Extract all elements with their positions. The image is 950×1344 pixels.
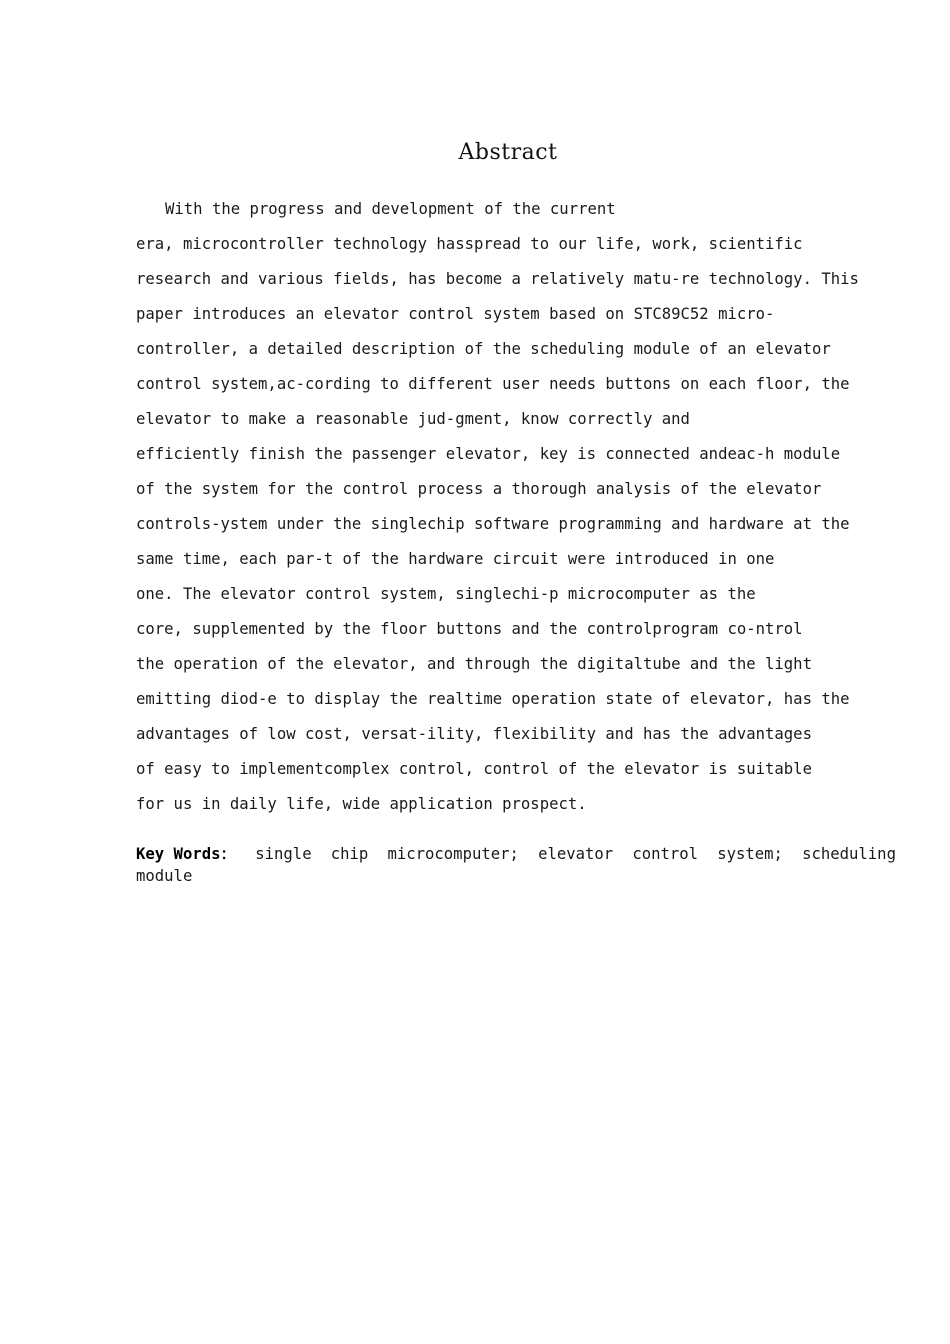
- abstract-body: [136, 196, 876, 826]
- abstract-line: research and various fields, has become a relatively matu-re technology. This: [136, 270, 859, 288]
- keyword: elevator: [538, 845, 614, 863]
- keyword: microcomputer;: [387, 845, 519, 863]
- keyword: scheduling: [802, 845, 896, 863]
- abstract-line: core, supplemented by the floor buttons and the controlprogram co-ntrol: [136, 620, 803, 638]
- abstract-line: controller, a detailed description of the scheduling module of an elevator: [136, 340, 831, 358]
- abstract-line: of the system for the control process a thorough analysis of the elevator: [136, 480, 822, 498]
- keywords-continuation: module: [136, 867, 193, 885]
- abstract-line: control system,ac-cording to different user needs buttons on each floor, the: [136, 375, 850, 393]
- keywords-label: Key Words：: [136, 845, 237, 863]
- keyword: single: [255, 845, 312, 863]
- abstract-line: efficiently finish the passenger elevator, key is connected andeac-h module: [136, 445, 841, 463]
- abstract-title: Abstract: [458, 140, 558, 165]
- keywords-row: [136, 843, 896, 865]
- abstract-line: paper introduces an elevator control system based on STC89C52 micro-: [136, 305, 775, 323]
- abstract-line: controls-ystem under the singlechip software programming and hardware at the: [136, 515, 850, 533]
- abstract-line: one. The elevator control system, singlechi-p microcomputer as the: [136, 585, 756, 603]
- abstract-line: same time, each par-t of the hardware circuit were introduced in one: [136, 550, 775, 568]
- keyword: control: [632, 845, 699, 863]
- keyword: chip: [330, 845, 369, 863]
- keyword: system;: [717, 845, 783, 863]
- abstract-line: With the progress and development of the current: [165, 200, 616, 218]
- abstract-line: of easy to implementcomplex control, control of the elevator is suitable: [136, 760, 812, 778]
- abstract-line: emitting diod-e to display the realtime operation state of elevator, has the: [136, 690, 850, 708]
- abstract-line: era, microcontroller technology hasspread to our life, work, scientific: [136, 235, 803, 253]
- abstract-line: advantages of low cost, versat-ility, flexibility and has the advantages: [136, 725, 812, 743]
- abstract-line: for us in daily life, wide application prospect.: [136, 795, 587, 813]
- keywords-block: [136, 843, 896, 887]
- abstract-line: the operation of the elevator, and through the digitaltube and the light: [136, 655, 812, 673]
- abstract-line: elevator to make a reasonable jud-gment, know correctly and: [136, 410, 690, 428]
